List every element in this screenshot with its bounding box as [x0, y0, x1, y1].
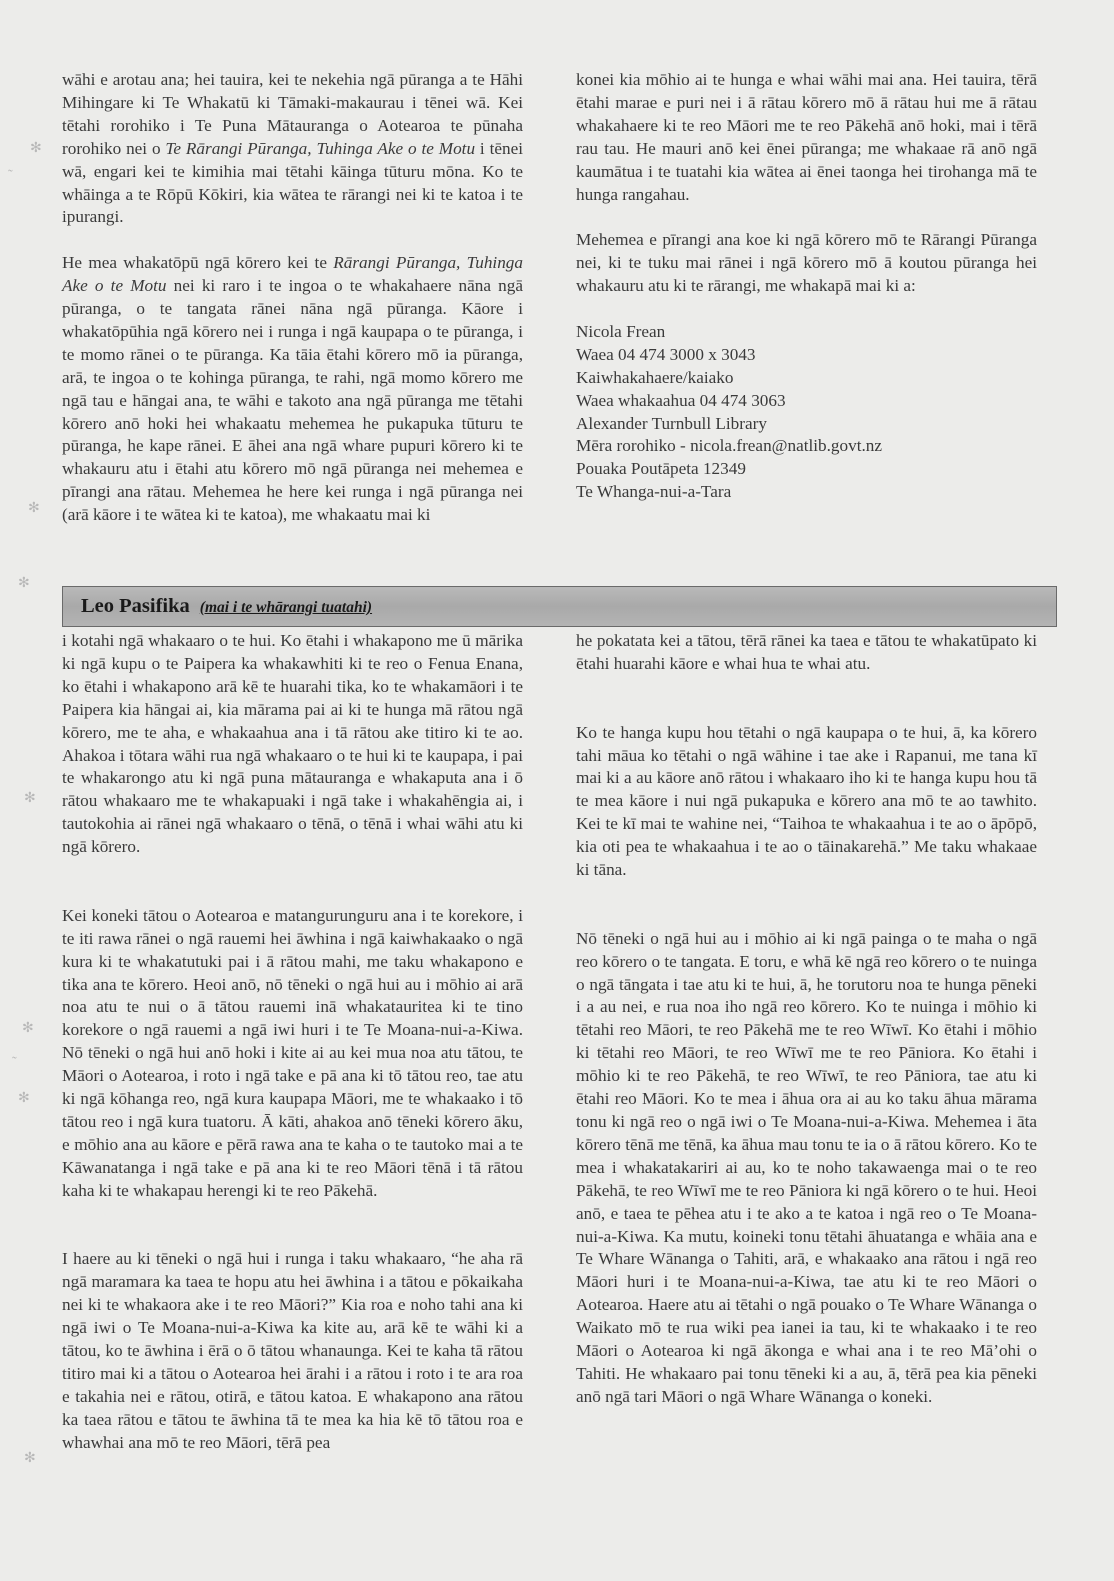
paper-speck: ✻ [24, 791, 36, 806]
contact-organisation: Alexander Turnbull Library [576, 413, 767, 433]
paper-speck: ✻ [18, 1091, 30, 1106]
paper-speck: ✻ [24, 1451, 36, 1466]
paragraph: i kotahi ngā whakaaro o te hui. Ko ētahi i whakapono me ū mārika ki ngā kupu o te Paipera ka whakawhiti ki te reo o Fenua Enana, ko ētahi i whakapono arā kē te huarahi tika, ko te whakamāori i te Paipera kia hāngai ai, kia mārama pai ai ki te hunga mā rātou ngā kōrero, me te aha, e whakaahua ana i tā rātou ake titiro ki te ao. Ahakoa i tōtara wāhi rua ngā whakaaro o te hui ki te kaupapa, i pai te whakarongo atu ki ngā puna mātauranga e whakaputa ana i ō rātou whakaaro me te whakapuaki i ngā take i whakahēngia ai, i tautokohia ai rānei ngā whakaaro o tēnā, o tēnā i whai wāhi atu ki ngā kōrero. [62, 631, 523, 857]
contact-po-box: Pouaka Poutāpeta 12349 [576, 459, 746, 479]
paragraph: Nō tēneki o ngā hui au i mōhio ai ki ngā painga o te maha o ngā reo kōrero o te tangata. E toru, e whā kē ngā reo kōrero o te nuinga o ngā tāngata i tae atu ki te hui, ā, he torutoru noa te hunga pēneki i a au nei, e rua noa iho ngā reo kōrero. Ko te nuinga i mōhio ki tētahi reo Māori, te reo Pākehā me te reo Wīwī. Ko ētahi i mōhio ki tētahi reo Māori, te reo Wīwī me te reo Pāniora. Ko ētahi i mōhio ki te reo Pākehā, te reo Wīwī, te reo Pāniora, tae atu ki ētahi reo Māori. Ko te mea i āhua ora ai au ko taku āhua mārama tonu ki ngā reo o ngā iwi o Te Moana-nui-a-Kiwa. Mehemea i āta kōrero tēnā me tēnā, ka āhua mau tonu te ia o ā rātou kōrero. Ko te mea i whakatakariri ai au, ko te noho takawaenga mai o te reo Pākehā, te reo Wīwī me te reo Pāniora ki ngā kōrero o te hui. Heoi anō, e taea te pēhea atu i te ako a te katoa i ngā reo o Te Moana-nui-a-Kiwa. Ka mutu, koineki tonu tētahi āhuatanga e whāia ana e Te Whare Wānanga o Tahiti, arā, e whakaako ana rātou i ngā reo Māori huri i te Moana-nui-a-Kiwa, tae atu ki te reo Māori o Aotearoa. Haere atu ai tētahi o ngā pouako o Te Whare Wānanga o Waikato mō te rua wiki pea ianei ia tau, ki te whakaako i te reo Māori o Aotearoa ki ngā ākonga e whai ana i te reo Mā’ohi o Tahiti. He whakaaro pai tonu tēneki ki a au, ā, tērā pea kia pēneki anō ngā tari Māori o ngā Whare Wānanga o koneki. [576, 928, 1037, 1406]
paragraph: he pokatata kei a tātou, tērā rānei ka taea e tātou te whakatūpato ki ētahi huarahi kāore e whai hua te whai atu. [576, 631, 1037, 673]
paragraph: konei kia mōhio ai te hunga e whai wāhi mai ana. Hei tauira, tērā ētahi marae e puri nei i ā rātau kōrero mō ā rātau hui me ā rātau whakahaere ki te reo Māori me te reo Pākehā anō hoki, mai i tērā rau tau. He mauri anō kei ēnei pūranga; me whakaae rā anō ngā kaumātua i te tuatahi kia wātea ai ēnei taonga hei tirohanga mā te hunga rangahau. [576, 70, 1037, 204]
paragraph: He mea whakatōpū ngā kōrero kei te Rārangi Pūranga, Tuhinga Ake o te Motu nei ki raro i te ingoa o te whakahaere nāna ngā pūranga, o te tangata rānei nāna ngā pūranga. Kāore i whakatōpūhia ngā kōrero nei i runga i ngā kaupapa o te pūranga, i te momo rānei o te pūranga. Ka tāia ētahi kōrero mō ia pūranga, arā, te ingoa o te kohinga pūranga, te rahi, ngā momo kōrero me ngā tau e hāngai ana, te wāhi e takoto ana ngā pūranga me tētahi kōrero anō hoki hei whakaatu mehemea he pukapuka tūturu te pūranga, he kape rānei. E āhei ana ngā whare pupuri kōrero ki te whakauru atu i ētahi atu kōrero mō ngā pūranga nei mehemea e pīrangi ana rātau. Mehemea he here kei runga i ngā pūranga nei (arā kāore i te wātea ki te katoa), me whakaatu mai ki [62, 253, 523, 525]
paper-speck: ˜ [12, 1055, 17, 1070]
italic-title: Te Rārangi Pūranga, Tuhinga Ake o te Motu [165, 138, 476, 158]
contact-fax: Waea whakaahua 04 474 3063 [576, 390, 786, 410]
contact-city: Te Whanga-nui-a-Tara [576, 482, 732, 502]
bottom-right-column [576, 630, 1037, 1409]
section-title: Leo Pasifika [81, 595, 190, 617]
top-left-column [62, 69, 523, 527]
paper-speck: ✻ [30, 141, 42, 156]
contact-role: Kaiwhakahaere/kaiako [576, 367, 734, 387]
italic-title: Rārangi Pūranga, Tuhinga Ake o te Motu [62, 253, 523, 296]
contact-block [576, 321, 1037, 504]
paragraph: Kei koneki tātou o Aotearoa e matangurunguru ana i te korekore, i te iti rawa rānei o ngā rauemi hei āwhina i ngā kaiwhakaako o ngā kura ki te whakatutuki pai i ā rātou mahi, me taku whakapono e tika ana te kōrero. Heoi anō, nō tēneki o ngā hui au i mōhio ai arā noa atu te nui o ā tātou rauemi inā whakatauritea ki te tino korekore o ngā rauemi a ngā iwi huri i te Te Moana-nui-a-Kiwa. Nō tēneki o ngā hui anō hoki i kite ai au kei mua noa atu tātou, te Māori o Aotearoa, i roto i ngā take e pā ana ki tō tātou reo, tae atu ki ngā kōhanga reo, ngā kura kaupapa Māori, me te whakaako i tō tātou reo i ngā kura tuatoru. Ā kāti, ahakoa anō tēneki kōrero āku, e mōhio ana au kāore e pērā rawa ana te kaha o te tautoko mai a te Kāwanatanga i ngā take e pā ana ki te reo Māori tēnā i tā rātou kaha ki te whakapau herengi ki te reo Pākehā. [62, 905, 523, 1200]
section-banner [62, 586, 1057, 627]
paper-speck: ˜ [8, 168, 13, 183]
paragraph: wāhi e arotau ana; hei tauira, kei te nekehia ngā pūranga a te Hāhi Mihingare ki Te Whakatū ki Tāmaki-makaurau i tēnei wā. Kei tētahi rorohiko i Te Puna Mātauranga o Aotearoa te pūnaha rorohiko nei o Te Rārangi Pūranga, Tuhinga Ake o te Motu i tēnei wā, engari kei te kimihia mai tētahi kāinga tūturu mōna. Ko te whāinga a te Rōpū Kōkiri, kia wātea te rārangi nei ki te katoa i te ipurangi. [62, 70, 523, 227]
paper-speck: ✻ [28, 501, 40, 516]
paragraph: I haere au ki tēneki o ngā hui i runga i taku whakaaro, “he aha rā ngā maramara ka taea te hopu atu hei āwhina i a tātou e pōkaikaha nei ki te whakaora ake i te reo Māori?” Kia roa e noho tahi ana ki ngā iwi o Te Moana-nui-a-Kiwa ka kite au, arā kē te wāhi ki a tātou, ko te āwhina i ērā o ō tātou whanaunga. Kei te kaha tā rātou titiro mai ki a tātou o Aotearoa hei ārahi i a rātou i roto i te ara roa e takahia nei e rātou, otirā, e tātou katoa. E whakapono ana rātou ka taea rātou e tātou te āwhina tā te mea ka hia kē tō tātou roa e whawhai ana mō te reo Māori, tērā pea [62, 1249, 523, 1452]
contact-name: Nicola Frean [576, 321, 666, 341]
paragraph: Ko te hanga kupu hou tētahi o ngā kaupapa o te hui, ā, ka kōrero tahi māua ko tētahi o ngā wāhine i tae ake i Rapanui, me tana kī mai ki a au kāore anō rātou i whakaaro iho ki te hanga kupu hou tā te mea kāore i nui ngā pukapuka e kōrero ana mō te ao tawhito. Kei te kī mai te wahine nei, “Taihoa te whakaahua i te ao o āpōpō, kia oti pea te whakaahua i te ao o tāinakarehā.” Me taku whakaae ki tāna. [576, 722, 1037, 880]
contact-phone: Waea 04 474 3000 x 3043 [576, 344, 756, 364]
bottom-left-column [62, 630, 523, 1455]
section-subtitle: (mai i te whārangi tuatahi) [199, 599, 373, 616]
paper-speck: ✻ [22, 1021, 34, 1036]
contact-email: Mēra rorohiko - nicola.frean@natlib.govt.nz [576, 436, 883, 456]
paragraph: Mehemea e pīrangi ana koe ki ngā kōrero mō te Rārangi Pūranga nei, ki te tuku mai rānei i ngā kōrero mō ā koutou pūranga hei whakauru atu ki te rārangi, me whakapā mai ki a: [576, 230, 1037, 296]
paper-speck: ✻ [18, 576, 30, 591]
top-right-column [576, 69, 1037, 504]
